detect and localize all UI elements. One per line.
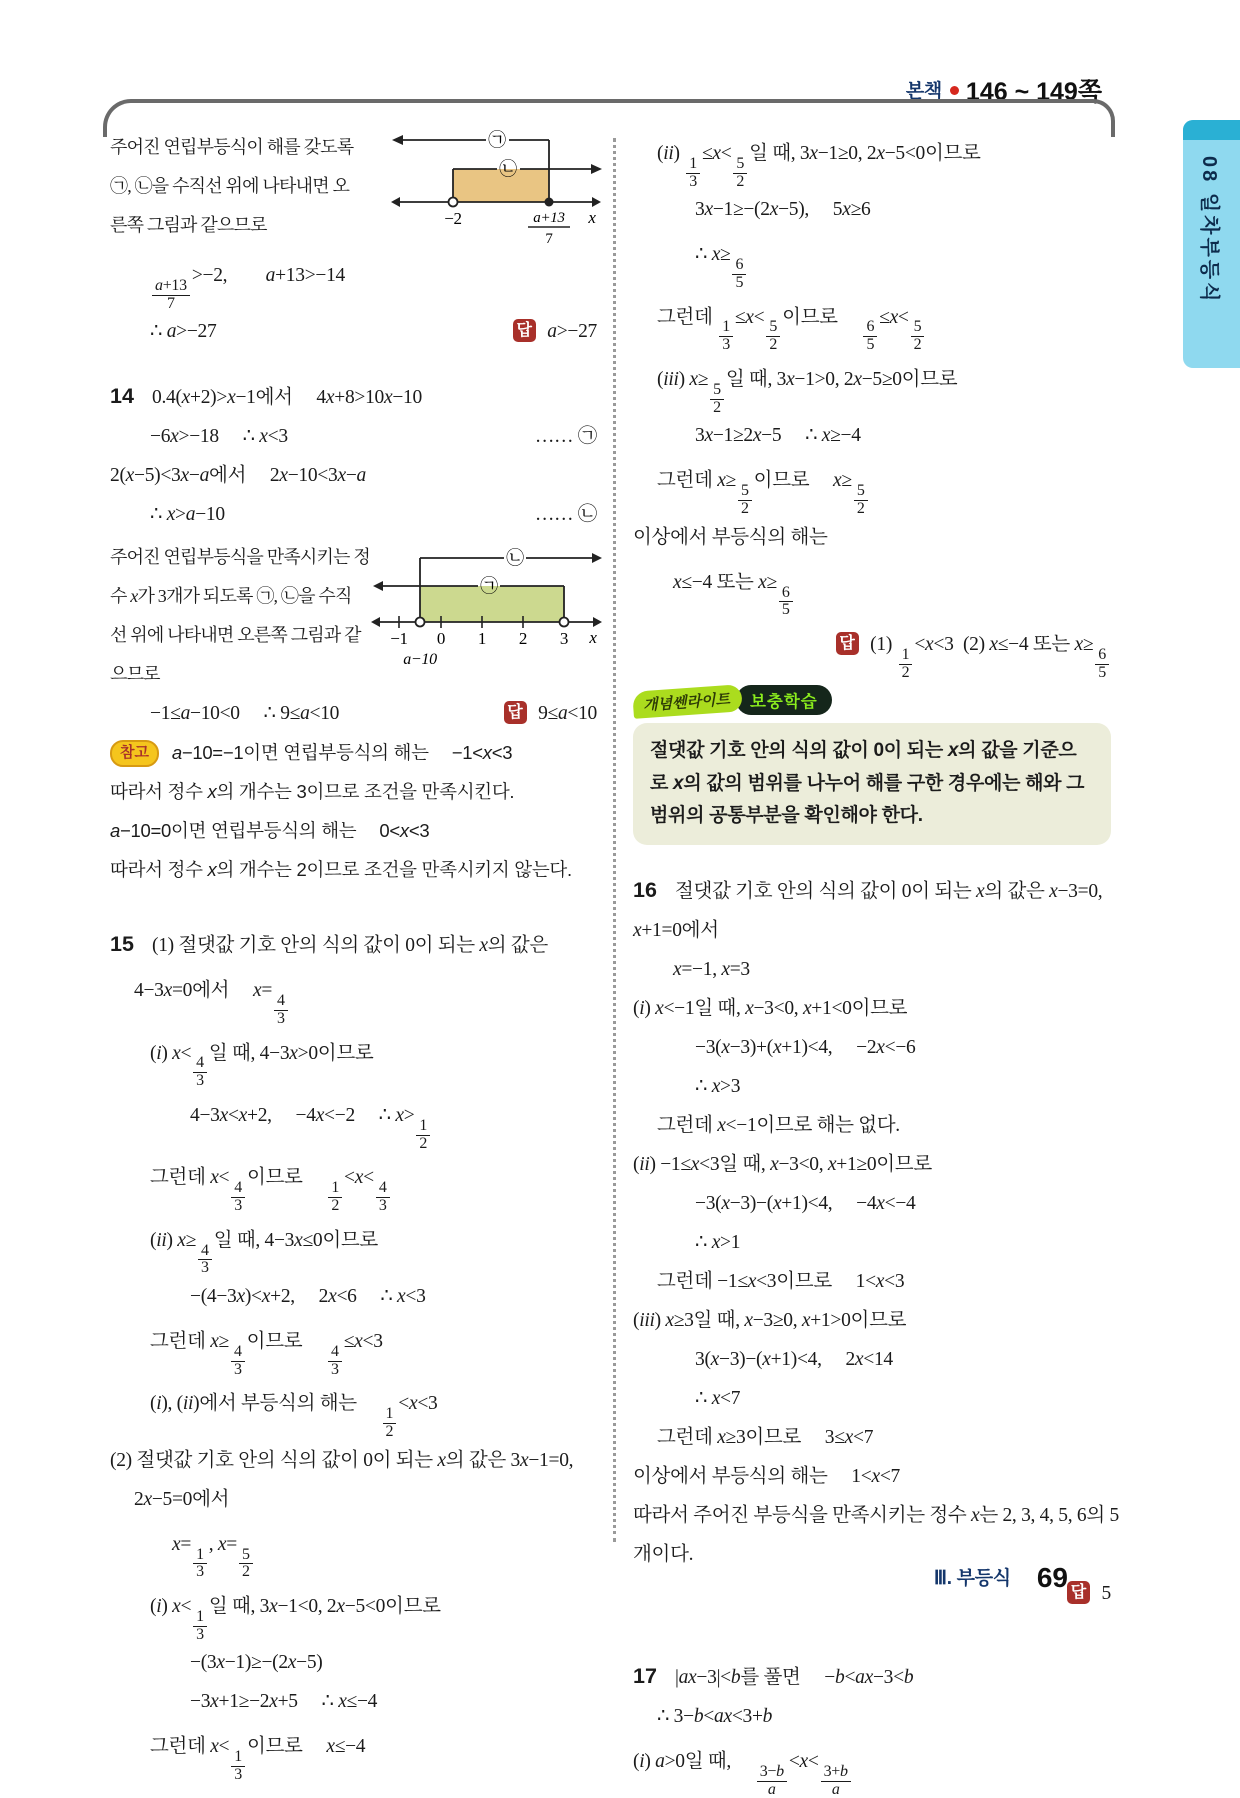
header-book-label: 본책 [905,81,942,102]
axis-variable-label: x [589,628,597,648]
solution-line: −3(x−3)−(x+1)<4, −4x<−4 [695,1193,916,1215]
solution-line: 그런데 x≥ $\frac{5}{2}$ 이므로 x≥ $\frac{5}{2}$ [633,455,1111,517]
fraction: $\frac{4}{3}$ [328,1344,342,1379]
p16-solution-lines [633,871,1119,1613]
fraction: $\frac{1}{3}$ [719,319,733,354]
solution-line: 4−3x<x+2, −4x<−2 ∴ x> $\frac{1}{2}$ [110,1090,597,1152]
tick-label: 2 [518,629,528,649]
fraction: $\frac{1}{2}$ [328,1180,342,1215]
fraction: $\frac{1}{3}$ [193,1547,207,1582]
fraction: $\frac{6}{5}$ [863,319,877,354]
solution-line: 개이다. [633,1544,694,1566]
solution-line: 그런데 x≥ $\frac{4}{3}$ 이므로 $\frac{4}{3}$ ≤x<3 [150,1331,383,1378]
fraction: $\frac{5}{2}$ [854,483,868,518]
line-right-annotation: 답 a>−27 [513,312,597,351]
ineq-mark-2: ㉡ [506,548,524,569]
axis-frac-numerator: a+13 [533,210,565,226]
tab-color-strip [1183,120,1240,140]
solution-line: 3(x−3)−(x+1)<4, 2x<14 [695,1349,893,1371]
solution-line: 14 0.4(x+2)>x−1에서 4x+8>10x−10 [110,377,597,417]
solution-line: 른쪽 그림과 같으므로 [110,215,267,235]
solution-line: (i) x< $\frac{4}{3}$ 일 때, 4−3x>0이므로 [150,1042,374,1090]
solution-line: −3(x−3)+(x+1)<4, −2x<−6 [695,1037,916,1059]
brand-label: 개념쎈라이트 [632,684,743,719]
solution-line: 참고 a−10=−1이면 연립부등식의 해는 −1<x<3 [110,733,597,772]
fraction: $\frac{a+13}{7}$ [152,278,190,313]
fraction: $\frac{6}{5}$ [1095,647,1109,682]
fraction: $\frac{3+b}{a}$ [821,1764,851,1798]
fraction: $\frac{1}{3}$ [231,1749,245,1784]
problem-number: 17 [633,1664,657,1689]
problem-number: 14 [110,384,134,409]
solution-line: 그런데 −1≤x<3이므로 1<x<3 [657,1271,905,1293]
solution-line: ∴ x≥ $\frac{6}{5}$ [633,229,1111,291]
p14-answer-and-note-lines [110,694,597,889]
solution-line: x+1=0에서 [633,920,719,942]
fraction: $\frac{5}{2}$ [239,1547,253,1582]
solution-line: (ii) −1≤x<3일 때, x−3<0, x+1≥0이므로 [633,1154,932,1176]
problem-13-solution-wrap [110,128,597,250]
header-page-range: 146 ~ 149쪽 [965,78,1102,106]
ineq-mark-1: ㉠ [488,130,506,150]
fraction: $\frac{4}{3}$ [198,1243,212,1278]
number-line-figure-1 [391,124,603,253]
solution-line: (i) x<−1일 때, x−3<0, x+1<0이므로 [633,998,908,1020]
line-right-annotation: 답 5 [1067,1574,1111,1613]
solution-line: 수 x가 3개가 되도록 ㉠, ㉡을 수직 [110,586,352,607]
column-divider [613,138,616,1542]
p14-solution-wrap [110,538,597,694]
solution-line: x= $\frac{1}{3}$ , x= $\frac{5}{2}$ [110,1519,597,1581]
solution-line: $\frac{a+13}{7}$ >−2, a+13>−14 [110,250,597,312]
solution-line: ∴ x>1 [695,1232,741,1254]
solution-line: 따라서 주어진 부등식을 만족시키는 정수 x는 2, 3, 4, 5, 6의 5 [633,1505,1119,1527]
solution-line: (ii) x≥ $\frac{4}{3}$ 일 때, 4−3x≤0이므로 [150,1229,378,1277]
ineq-mark-1: ㉠ [480,576,498,597]
solution-line: −(3x−1)≥−(2x−5) [190,1652,323,1674]
solution-line: ∴ x<7 [695,1388,741,1410]
open-endpoint [560,618,569,627]
ineq-mark-2: ㉡ [499,159,517,179]
header-bullet-dot [950,86,959,95]
solution-line: (i) x< $\frac{1}{3}$ 일 때, 3x−1<0, 2x−5<0이므로 [150,1596,441,1643]
fraction: $\frac{5}{2}$ [766,319,780,354]
solution-line: 15 (1) 절댓값 기호 안의 식의 값이 0이 되는 x의 값은 [110,925,597,965]
supplement-header [633,685,1111,717]
number-line-figure-2 [371,540,603,675]
solution-line: 그런데 x< $\frac{4}{3}$ 이므로 $\frac{1}{2}$ <x< $\frac{4}{3}$ [110,1152,597,1214]
p14-solution-lines-a [110,377,597,534]
problem-number: 16 [633,878,657,903]
right-column [633,128,1119,1798]
fraction: $\frac{5}{2}$ [733,156,747,191]
solution-line: 4−3x=0에서 x= $\frac{4}{3}$ [110,965,597,1027]
tab-label [1197,156,1226,356]
supplement-badge: 보충학습 [736,685,832,715]
solution-line: 주어진 연립부등식을 만족시키는 정 [110,547,370,568]
tab-chapter-number: 08 [1198,156,1220,185]
solution-line: −(4−3x)<x+2, 2x<6 ∴ x<3 [190,1286,426,1308]
solution-line: (iii) x≥3일 때, x−3≥0, x+1>0이므로 [633,1310,907,1332]
p17-solution-lines [633,1657,1111,1798]
solution-line: 으므로 [110,664,160,685]
fraction: $\frac{1}{2}$ [416,1118,430,1153]
fraction: $\frac{4}{3}$ [231,1344,245,1379]
line-right-annotation: 답 9≤a<10 [504,694,598,733]
line-right-annotation: …… ㉡ [534,504,597,526]
axis-frac-denominator: 7 [545,231,553,247]
footer-page-number: 69 [1036,1562,1068,1593]
solution-line: 2(x−5)<3x−a에서 2x−10<3x−a [110,465,366,487]
p15-solution-continued [633,128,1111,681]
fraction: $\frac{3-b}{a}$ [757,1764,787,1798]
fraction: $\frac{5}{2}$ [911,319,925,354]
solution-line: −3x+1≥−2x+5 ∴ x≤−4 [190,1691,378,1713]
left-column [110,128,597,1784]
footer-chapter-title: Ⅲ. 부등식 [933,1568,1011,1589]
line-right-annotation: 답 (1) $\frac{1}{2}$ <x<3 (2) x≤−4 또는 x≥ $\frac{6}{5}$ [836,619,1111,681]
solution-line: 선 위에 나타내면 오른쪽 그림과 같 [110,625,361,646]
fraction: $\frac{4}{3}$ [193,1055,207,1090]
solution-line: …… ㉠ −6x>−18 ∴ x<3 [110,417,597,456]
open-endpoint [449,198,458,207]
solution-line: 따라서 정수 x의 개수는 2이므로 조건을 만족시키지 않는다. [110,859,572,881]
fraction: $\frac{1}{3}$ [193,1609,207,1644]
fraction: $\frac{1}{2}$ [383,1406,397,1441]
line-right-annotation: …… ㉠ [534,426,597,448]
solution-line: (i), (ii)에서 부등식의 해는 $\frac{1}{2}$ <x<3 [150,1393,438,1440]
fraction: $\frac{1}{2}$ [899,647,913,682]
solution-line: 3x−1≥2x−5 ∴ x≥−4 [695,425,861,447]
fraction: $\frac{1}{3}$ [686,156,700,191]
solution-line [633,619,1111,681]
open-endpoint [416,618,425,627]
fraction: $\frac{5}{2}$ [710,382,724,417]
solution-line: 17 |ax−3|<b를 풀면 −b<ax−3<b [633,1657,1111,1697]
supplement-section [633,685,1111,845]
tab-chapter-title: 일차부등식 [1198,192,1220,305]
fraction: $\frac{6}{5}$ [732,257,746,292]
solution-line: (iii) x≥ $\frac{5}{2}$ 일 때, 3x−1>0, 2x−5≥0이므로 [657,369,958,416]
solution-line: (2) 절댓값 기호 안의 식의 값이 0이 되는 x의 값은 3x−1=0, [110,1449,574,1471]
answer-badge: 답 [836,632,859,655]
solution-line: 그런데 $\frac{1}{3}$ ≤x< $\frac{5}{2}$ 이므로 $\frac{6}{5}$ ≤x< $\frac{5}{2}$ [633,292,1111,354]
axis-value-left: −2 [444,209,462,228]
answer-badge: 답 [513,319,536,342]
solution-line: 답 a>−27 ∴ a>−27 [110,312,597,351]
solution-line: 따라서 정수 x의 개수는 3이므로 조건을 만족시킨다. [110,781,515,803]
solution-line: ㉠, ㉡을 수직선 위에 나타내면 오 [110,176,350,196]
tick-label: −1 [390,629,408,649]
solution-line: 그런데 x<−1이므로 해는 없다. [657,1115,900,1137]
solution-line: x=−1, x=3 [673,959,750,981]
p15-solution-lines [110,925,597,1783]
fraction: $\frac{6}{5}$ [779,585,793,620]
solution-line: x≤−4 또는 x≥ $\frac{6}{5}$ [633,557,1111,619]
note-badge: 참고 [110,740,159,767]
solution-line: 이상에서 부등식의 해는 1<x<7 [633,1466,900,1488]
axis-variable-label: x [588,208,596,227]
tick-label: 1 [477,629,487,649]
answer-badge: 답 [504,701,527,724]
tick-label: 3 [559,629,569,649]
solution-line: 16 절댓값 기호 안의 식의 값이 0이 되는 x의 값은 x−3=0, [633,871,1111,911]
solution-line: 3x−1≥−(2x−5), 5x≥6 [695,199,871,221]
axis-value-below: a−10 [403,651,437,669]
supplement-note-box: 절댓값 기호 안의 식의 값이 0이 되는 x의 값을 기준으로 x의 값의 범위를 나누어 해를 구한 경우에는 해와 그 범위의 공통부분을 확인해야 한다. [633,723,1111,845]
page-footer [934,1562,1068,1594]
solution-line: ∴ 3−b<ax<3+b [657,1706,773,1728]
solution-line: 이상에서 부등식의 해는 [633,526,828,548]
solution-line: 그런데 x< $\frac{1}{3}$ 이므로 x≤−4 [150,1736,366,1783]
solution-line: 답 9≤a<10 −1≤a−10<0 ∴ 9≤a<10 [110,694,597,733]
fraction: $\frac{4}{3}$ [274,993,288,1028]
solution-line: 2x−5=0에서 [134,1488,230,1510]
answer-badge: 답 [1067,1581,1090,1604]
solution-line: a−10=0이면 연립부등식의 해는 0<x<3 [110,820,430,842]
solution-line: (ii) $\frac{1}{3}$ ≤x< $\frac{5}{2}$ 일 때, 3x−1≥0, 2x−5<0이므로 [657,143,981,190]
solution-line: 그런데 x≥3이므로 3≤x<7 [657,1427,874,1449]
closed-endpoint [545,198,554,207]
solution-line: (i) a>0일 때, $\frac{3-b}{a}$ <x< $\frac{3+b}{a}$ [633,1736,1111,1798]
chapter-side-tab[interactable] [1183,120,1240,368]
problem-number: 15 [110,932,134,957]
tick-label: 0 [436,629,446,649]
fraction: $\frac{4}{3}$ [376,1180,390,1215]
p13-answer-lines [110,250,597,351]
fraction: $\frac{5}{2}$ [738,483,752,518]
fraction: $\frac{4}{3}$ [231,1180,245,1215]
solution-line: …… ㉡ ∴ x>a−10 [110,495,597,534]
solution-line: 주어진 연립부등식이 해를 갖도록 [110,137,354,157]
solution-line: ∴ x>3 [695,1076,741,1098]
